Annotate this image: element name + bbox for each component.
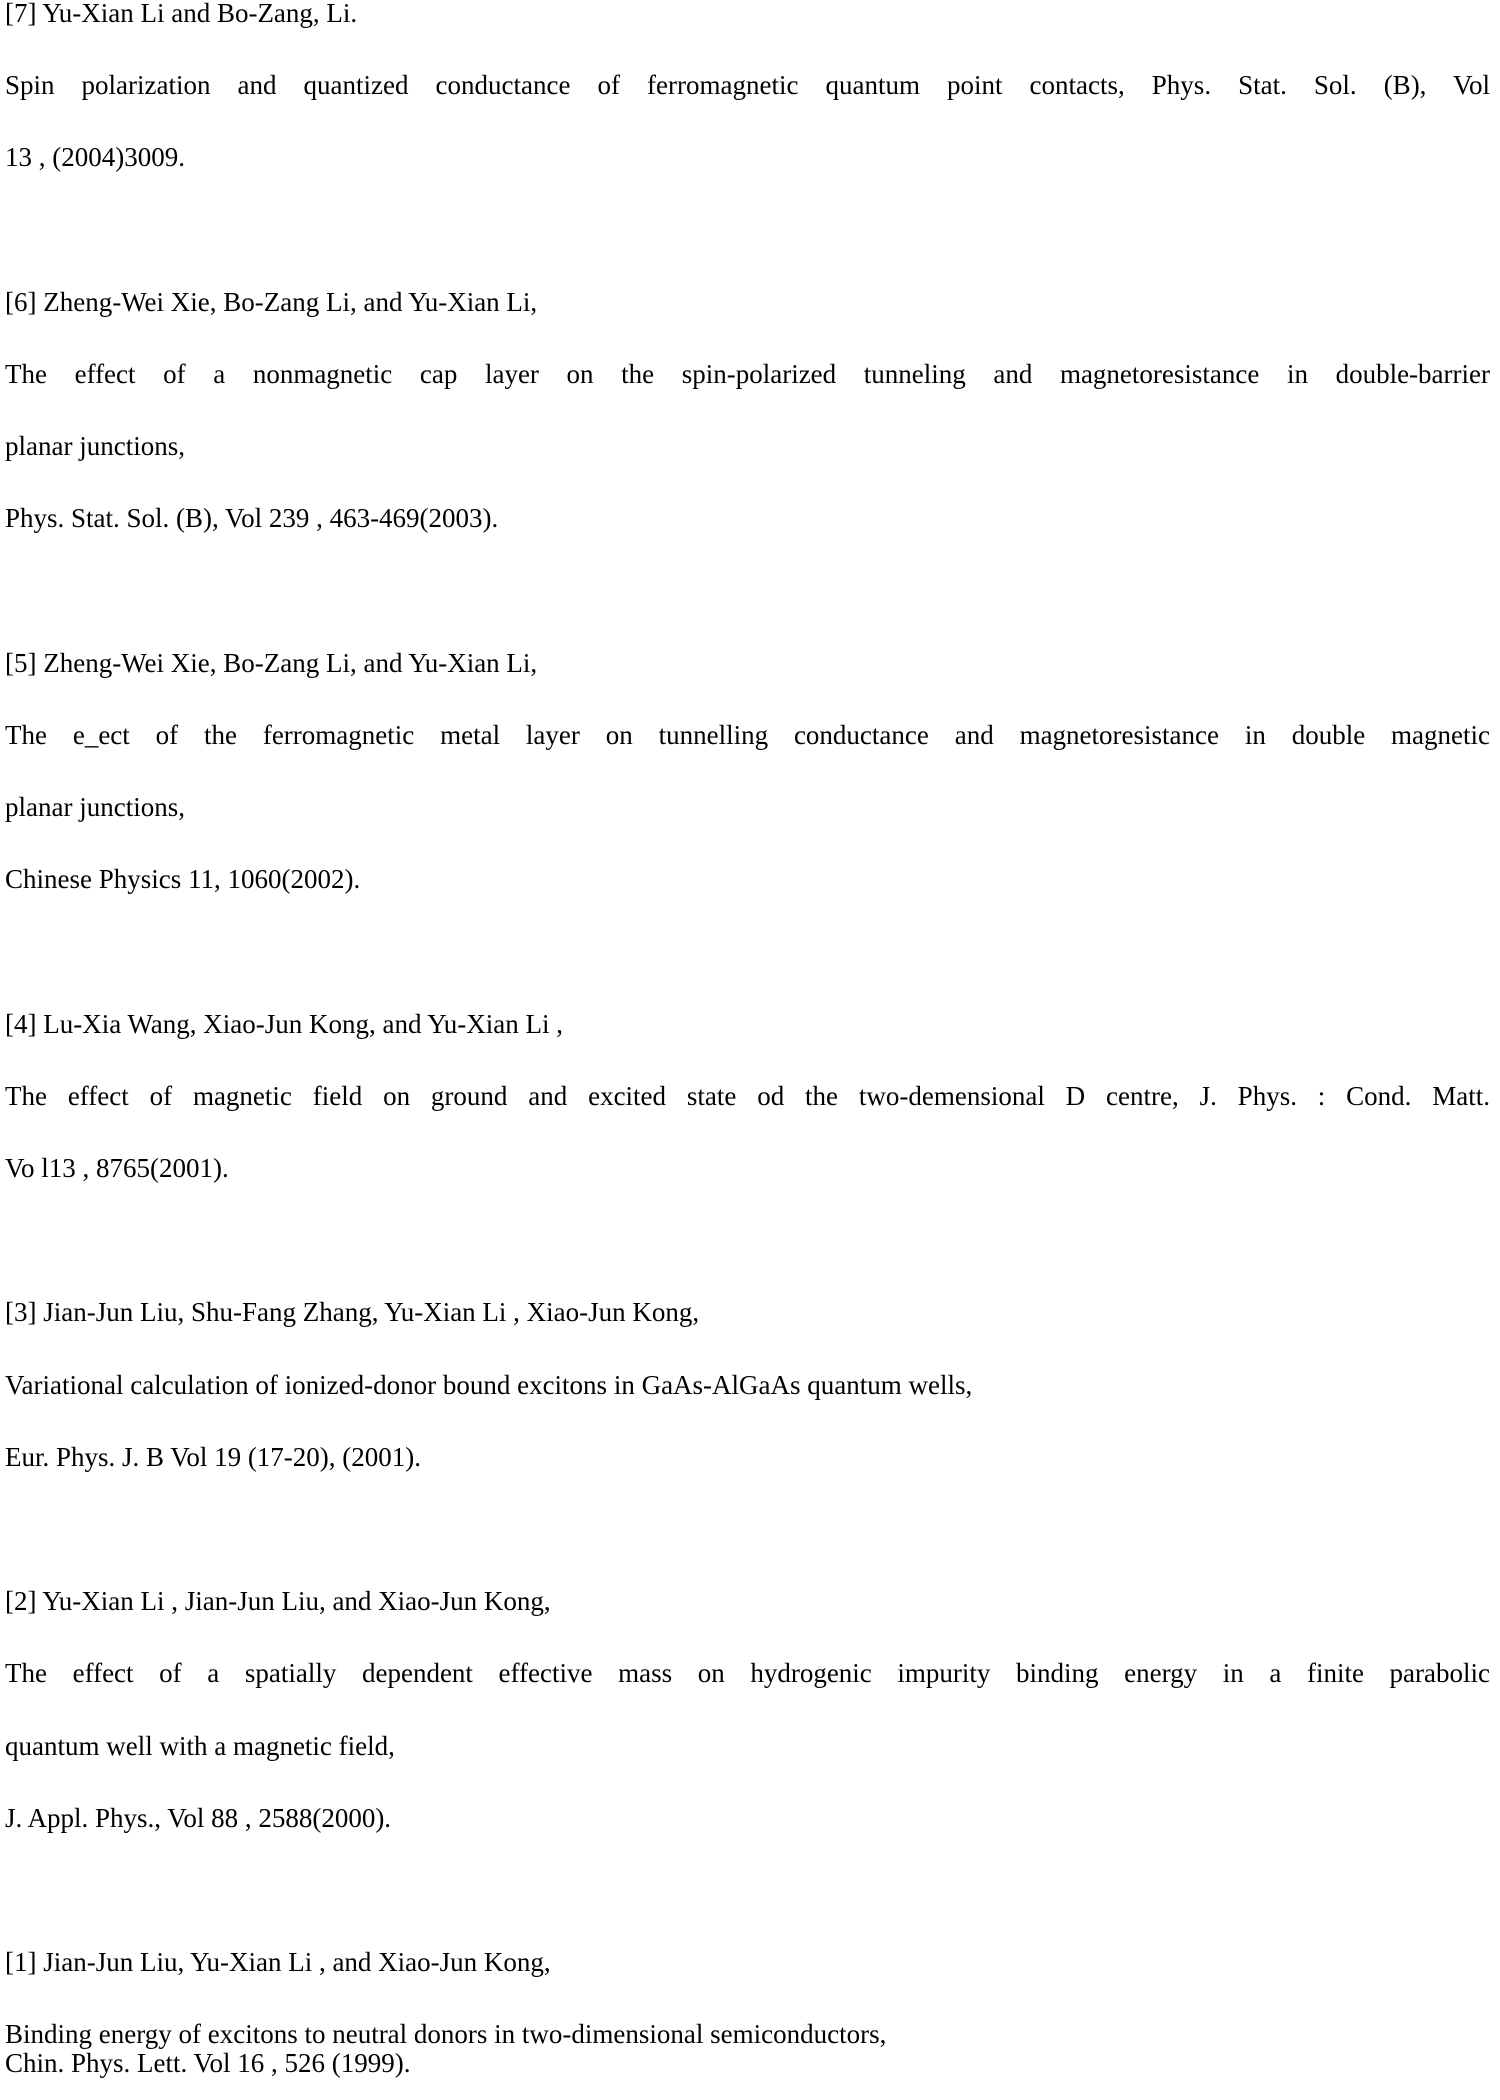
reference-line: Vo l13 , 8765(2001). [5,1153,229,1183]
reference-line: The effect of a spatially dependent effective mass on hydrogenic impurity binding energy in a finite parabolic [5,1658,1490,1689]
reference-entry [5,988,1490,1205]
reference-line: planar junctions, [5,792,185,823]
reference-authors-line: [1] Jian-Jun Liu, Yu-Xian Li , and Xiao-Jun Kong, [5,1947,551,1978]
reference-line: J. Appl. Phys., Vol 88 , 2588(2000). [5,1802,392,1833]
reference-line: Chinese Physics 11, 1060(2002). [5,864,361,895]
reference-authors-line: [6] Zheng-Wei Xie, Bo-Zang Li, and Yu-Xian Li, [5,286,538,317]
reference-entry [5,266,1490,555]
reference-line: planar junctions, [5,431,185,462]
reference-entry [5,627,1490,916]
reference-entry [5,1276,1490,1493]
reference-entry [5,0,1490,194]
reference-line: Chin. Phys. Lett. Vol 16 , 526 (1999). [5,2048,411,2079]
reference-authors-line: [5] Zheng-Wei Xie, Bo-Zang Li, and Yu-Xian Li, [5,647,538,678]
reference-entry [5,1565,1490,1854]
reference-entry [5,1926,1490,2100]
reference-line: Binding energy of excitons to neutral donors in two-dimensional semiconductors, [5,2019,887,2050]
reference-line: Eur. Phys. J. B Vol 19 (17-20), (2001). [5,1441,422,1472]
reference-authors-line: [7] Yu-Xian Li and Bo-Zang, Li. [5,0,358,28]
reference-authors-line: [3] Jian-Jun Liu, Shu-Fang Zhang, Yu-Xian Li , Xiao-Jun Kong, [5,1297,700,1328]
reference-authors-line: [2] Yu-Xian Li , Jian-Jun Liu, and Xiao-Jun Kong, [5,1586,551,1617]
reference-line: The e_ect of the ferromagnetic metal layer on tunnelling conductance and magnetoresistance in double magnetic [5,719,1490,750]
reference-line: 13 , (2004)3009. [5,142,185,173]
reference-line: Phys. Stat. Sol. (B), Vol 239 , 463-469(2003). [5,503,499,534]
reference-line: The effect of magnetic field on ground and excited state od the two-demensional D centre, J. Phys. : Cond. Matt. [5,1080,1490,1111]
reference-line: Spin polarization and quantized conductance of ferromagnetic quantum point contacts, Phys. Stat. Sol. (B), Vol [5,70,1490,101]
reference-line: quantum well with a magnetic field, [5,1730,395,1761]
reference-authors-line: [4] Lu-Xia Wang, Xiao-Jun Kong, and Yu-Xian Li , [5,1008,563,1039]
reference-line: The effect of a nonmagnetic cap layer on the spin-polarized tunneling and magnetoresistance in double-barrier [5,358,1490,389]
reference-line: Variational calculation of ionized-donor bound excitons in GaAs-AlGaAs quantum wells, [5,1369,973,1400]
